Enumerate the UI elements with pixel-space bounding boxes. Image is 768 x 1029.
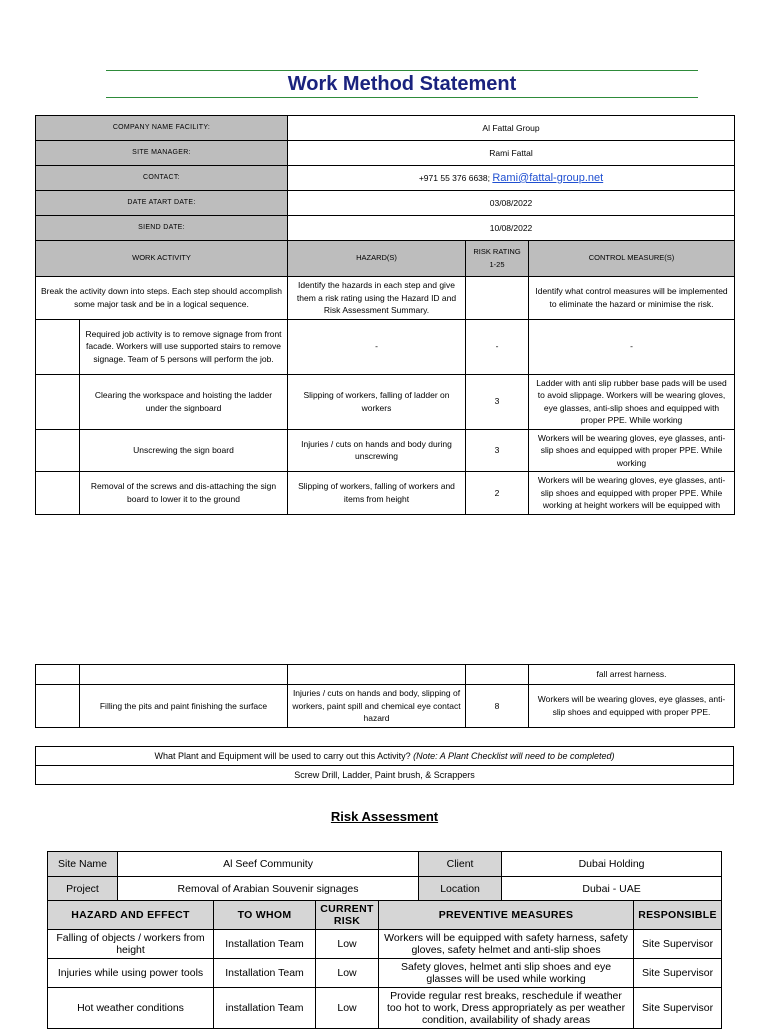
contact-value	[288, 166, 735, 191]
ra-row	[48, 959, 722, 988]
ra-responsible: Site Supervisor	[634, 959, 722, 988]
plant-question-row	[36, 747, 734, 766]
company-label: COMPANY NAME FACILITY:	[36, 116, 288, 141]
ra-whom: Installation Team	[214, 930, 316, 959]
continuation-blank-cell	[36, 665, 80, 685]
info-row-manager	[36, 141, 735, 166]
client-label: Client	[419, 852, 502, 877]
project-label: Project	[48, 877, 118, 901]
location-label: Location	[419, 877, 502, 901]
activity-blank-cell	[36, 472, 80, 515]
work-method-table	[35, 115, 735, 515]
activity-control: Workers will be wearing gloves, eye glasses, anti-slip shoes and equipped with proper PPE. While working at height workers will be equipped with	[529, 472, 735, 515]
contact-label: CONTACT:	[36, 166, 288, 191]
header-work-activity: WORK ACTIVITY	[36, 241, 288, 277]
title-rule-bottom	[106, 97, 698, 98]
activity-control: Ladder with anti slip rubber base pads will be used to avoid slippage. Workers will be wearing gloves, eye glasses, anti-slip shoes and equipped with proper PPE. While working	[529, 374, 735, 429]
plant-question	[36, 747, 734, 766]
instruction-work: Break the activity down into steps. Each step should accomplish some major task and be in a logical sequence.	[36, 277, 288, 320]
ra-whom: Installation Team	[214, 959, 316, 988]
continuation-risk	[466, 665, 529, 685]
activity-row	[36, 472, 735, 515]
activity-risk: 2	[466, 472, 529, 515]
plant-equipment-table	[35, 746, 734, 785]
site-name-value: Al Seef Community	[118, 852, 419, 877]
ra-measures: Workers will be equipped with safety harness, safety gloves, safety helmet and anti-slip shoes	[379, 930, 634, 959]
ra-row	[48, 930, 722, 959]
activity-work: Clearing the workspace and hoisting the ladder under the signboard	[80, 374, 288, 429]
activity-control: -	[529, 319, 735, 374]
project-value: Removal of Arabian Souvenir signages	[118, 877, 419, 901]
activity-row	[36, 319, 735, 374]
header-current-risk: CURRENT RISK	[316, 901, 379, 930]
manager-value: Rami Fattal	[288, 141, 735, 166]
header-responsible: RESPONSIBLE	[634, 901, 722, 930]
activity-blank-cell	[36, 685, 80, 728]
ra-hazard: Injuries while using power tools	[48, 959, 214, 988]
activity-hazard: Slipping of workers, falling of workers and items from height	[288, 472, 466, 515]
activity-header-row	[36, 241, 735, 277]
ra-measures: Provide regular rest breaks, reschedule if weather too hot to work, Dress appropriately as per weather condition, availability of shady areas	[379, 988, 634, 1029]
activity-risk: 8	[466, 685, 529, 728]
header-control-measures: CONTROL MEASURE(S)	[529, 241, 735, 277]
end-date-value: 10/08/2022	[288, 216, 735, 241]
plant-checklist-note: (Note: A Plant Checklist will need to be completed)	[413, 751, 615, 761]
instruction-risk	[466, 277, 529, 320]
ra-responsible: Site Supervisor	[634, 930, 722, 959]
ra-responsible: Site Supervisor	[634, 988, 722, 1029]
ra-project-row	[48, 877, 722, 901]
continuation-row	[36, 665, 735, 685]
activity-risk: -	[466, 319, 529, 374]
location-value: Dubai - UAE	[502, 877, 722, 901]
risk-assessment-grid	[47, 851, 722, 1029]
ra-current-risk: Low	[316, 930, 379, 959]
activity-blank-cell	[36, 374, 80, 429]
client-value: Dubai Holding	[502, 852, 722, 877]
page-title: Work Method Statement	[287, 73, 517, 95]
risk-assessment-title: Risk Assessment	[330, 809, 439, 824]
activity-hazard: -	[288, 319, 466, 374]
activity-hazard: Injuries / cuts on hands and body during unscrewing	[288, 429, 466, 472]
activity-row	[36, 429, 735, 472]
activity-risk: 3	[466, 429, 529, 472]
activity-blank-cell	[36, 429, 80, 472]
info-row-start	[36, 191, 735, 216]
ra-current-risk: Low	[316, 959, 379, 988]
activity-risk: 3	[466, 374, 529, 429]
start-date-value: 03/08/2022	[288, 191, 735, 216]
plant-answer-row	[36, 766, 734, 785]
contact-email-link[interactable]: Rami@fattal-group.net	[492, 171, 604, 184]
ra-site-row	[48, 852, 722, 877]
info-row-company	[36, 116, 735, 141]
plant-question-text: What Plant and Equipment will be used to carry out this Activity?	[154, 751, 411, 761]
activity-work: Removal of the screws and dis-attaching the sign board to lower it to the ground	[80, 472, 288, 515]
header-hazards: HAZARD(S)	[288, 241, 466, 277]
header-risk-rating: RISK RATING 1-25	[466, 241, 529, 277]
activity-work: Required job activity is to remove signage from front facade. Workers will use supported stairs to remove signage. Team of 5 persons will perform the job.	[80, 319, 288, 374]
activity-work: Filling the pits and paint finishing the surface	[80, 685, 288, 728]
ra-hazard: Falling of objects / workers from height	[48, 930, 214, 959]
activity-hazard: Injuries / cuts on hands and body, slipping of workers, paint spill and chemical eye contact hazard	[288, 685, 466, 728]
instruction-control: Identify what control measures will be implemented to eliminate the hazard or minimise the risk.	[529, 277, 735, 320]
contact-phone: +971 55 376 6638;	[418, 172, 490, 183]
end-date-label: SIEND DATE:	[36, 216, 288, 241]
activity-control: Workers will be wearing gloves, eye glasses, anti-slip shoes and equipped with proper PPE. While working	[529, 429, 735, 472]
info-row-end	[36, 216, 735, 241]
info-row-contact	[36, 166, 735, 191]
ra-current-risk: Low	[316, 988, 379, 1029]
continuation-control: fall arrest harness.	[529, 665, 735, 685]
ra-whom: installation Team	[214, 988, 316, 1029]
activity-work: Unscrewing the sign board	[80, 429, 288, 472]
activity-blank-cell	[36, 319, 80, 374]
start-date-label: DATE ATART DATE:	[36, 191, 288, 216]
ra-row	[48, 988, 722, 1029]
company-value: Al Fattal Group	[288, 116, 735, 141]
ra-header-row	[48, 901, 722, 930]
manager-label: SITE MANAGER:	[36, 141, 288, 166]
activity-row	[36, 685, 735, 728]
activity-row	[36, 374, 735, 429]
plant-answer: Screw Drill, Ladder, Paint brush, & Scrappers	[36, 766, 734, 785]
header-to-whom: TO WHOM	[214, 901, 316, 930]
ra-hazard: Hot weather conditions	[48, 988, 214, 1029]
work-method-table-continued	[35, 664, 735, 728]
site-name-label: Site Name	[48, 852, 118, 877]
header-preventive-measures: PREVENTIVE MEASURES	[379, 901, 634, 930]
activity-control: Workers will be wearing gloves, eye glasses, anti-slip shoes and equipped with proper PPE.	[529, 685, 735, 728]
instructions-row	[36, 277, 735, 320]
activity-hazard: Slipping of workers, falling of ladder on workers	[288, 374, 466, 429]
continuation-hazard	[288, 665, 466, 685]
header-hazard-effect: HAZARD AND EFFECT	[48, 901, 214, 930]
ra-measures: Safety gloves, helmet anti slip shoes and eye glasses will be used while working	[379, 959, 634, 988]
instruction-hazard: Identify the hazards in each step and give them a risk rating using the Hazard ID and Risk Assessment Summary.	[288, 277, 466, 320]
continuation-work	[80, 665, 288, 685]
